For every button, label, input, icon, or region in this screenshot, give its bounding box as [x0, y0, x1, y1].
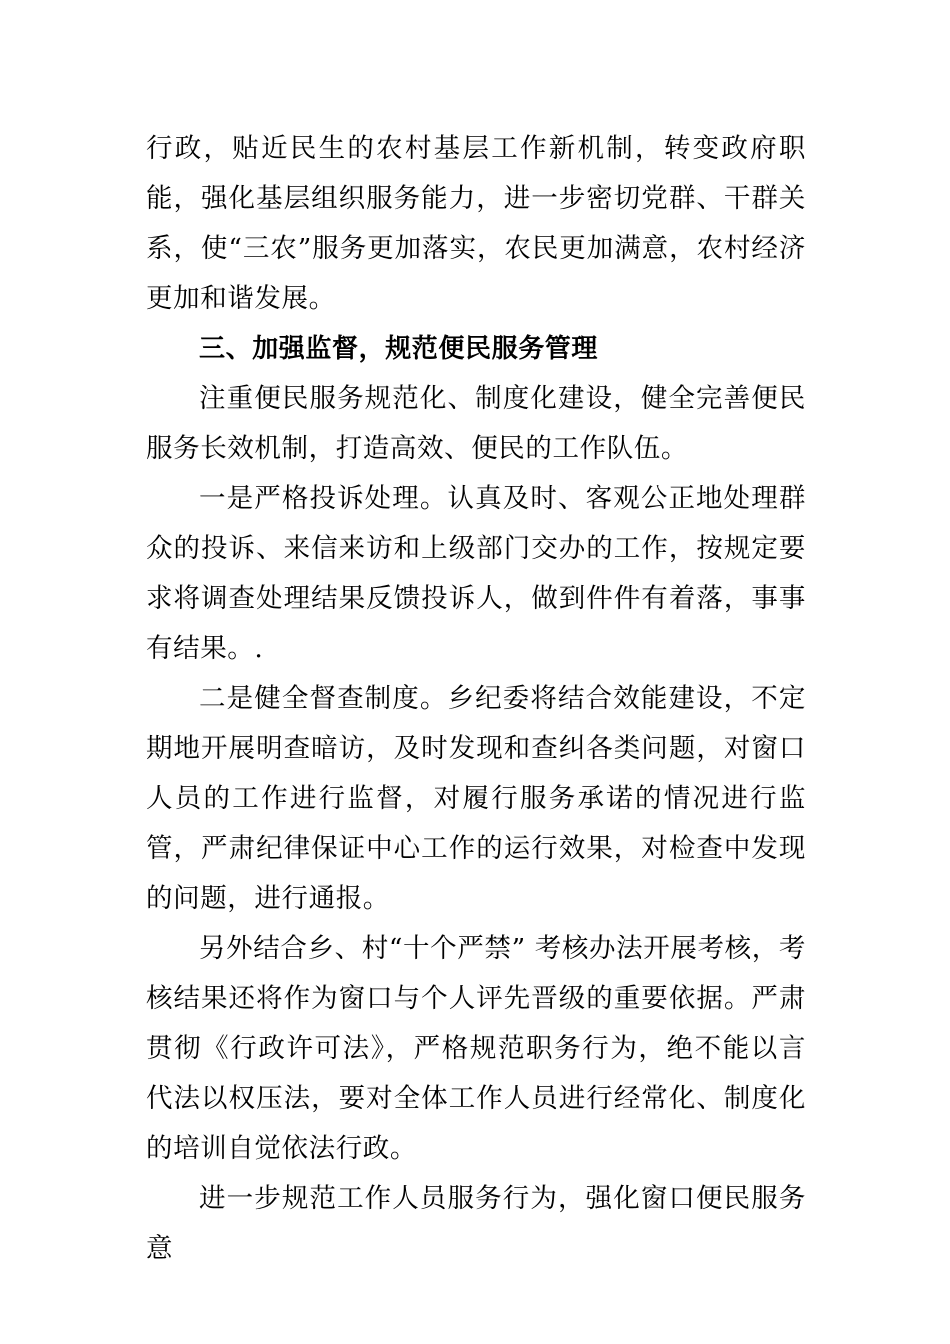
- paragraph-assessment: 另外结合乡、村“十个严禁” 考核办法开展考核，考核结果还将作为窗口与个人评先晋级的重要依据。严肃贯彻《行政许可法》，严格规范职务行为，绝不能以言代法以权压法，要对全体工作人员进行经常化、制度化的培训自觉依法行政。: [146, 933, 806, 1164]
- paragraph-service-standards: 进一步规范工作人员服务行为，强化窗口便民服务意: [146, 1183, 806, 1264]
- paragraph-section-summary: 注重便民服务规范化、制度化建设，健全完善便民服务长效机制，打造高效、便民的工作队伍。: [146, 383, 806, 464]
- document-body: [146, 124, 806, 1274]
- paragraph-supervision-system: 二是健全督查制度。乡纪委将结合效能建设，不定期地开展明查暗访，及时发现和查纠各类问题，对窗口人员的工作进行监督，对履行服务承诺的情况进行监管，严肃纪律保证中心工作的运行效果，对检查中发现的问题，进行通报。: [146, 683, 806, 914]
- paragraph-complaint-handling: 一是严格投诉处理。认真及时、客观公正地处理群众的投诉、来信来访和上级部门交办的工作，按规定要求将调查处理结果反馈投诉人，做到件件有着落，事事有结果。.: [146, 483, 806, 664]
- paragraph-intro-continuation: 行政，贴近民生的农村基层工作新机制，转变政府职能，强化基层组织服务能力，进一步密切党群、干群关系，使“三农”服务更加落实，农民更加满意，农村经济更加和谐发展。: [146, 133, 806, 314]
- section-heading-3: 三、加强监督，规范便民服务管理: [199, 334, 599, 364]
